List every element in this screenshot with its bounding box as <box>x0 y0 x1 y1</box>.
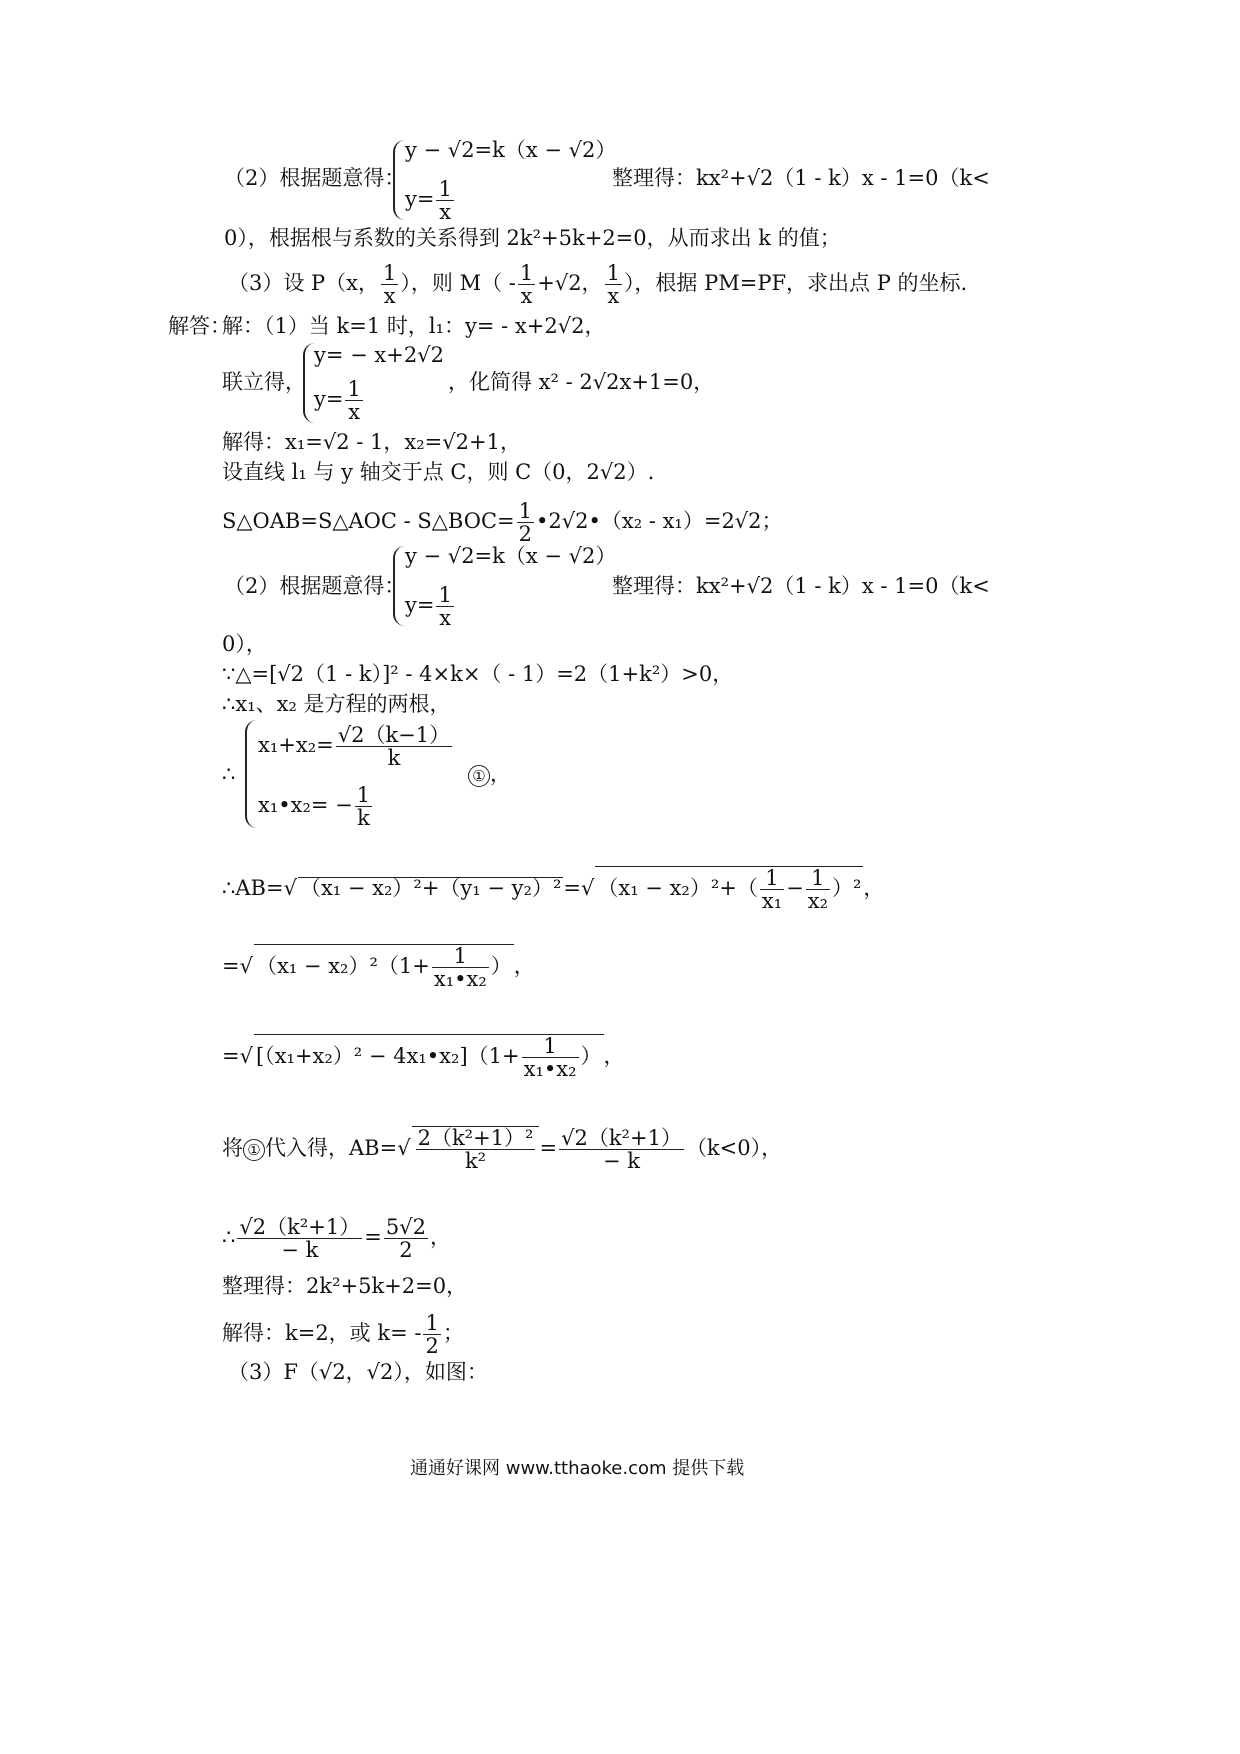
hint-p3: （3）设 P（x， $\frac{1}{x}$ ），则 M（ - $\frac{1}{x}$ +√2， $\frac{1}{x}$ ），根据 PM=PF，求出点 P 的坐标. <box>228 261 968 309</box>
answer-p2-sys2: y= $\frac{1}{x}$ <box>405 583 452 631</box>
hint-p2-prefix: （2）根据题意得： <box>224 166 406 190</box>
answer-l1: 解：（1）当 k=1 时，l₁：y= - x+2√2， <box>222 314 606 338</box>
answer-l4: 设直线 l₁ 与 y 轴交于点 C，则 C（0，2√2）. <box>222 460 655 484</box>
system-brace <box>393 546 405 626</box>
ab-substitution: 将 ① 代入得，AB=√ $\frac{\text{2（k²+1）²}}{\text{k²}}$ = $\frac{\text{√2（k²+1）}}{- k}$ （k<0）， <box>222 1126 783 1174</box>
vieta-product: x₁•x₂= − $\frac{1}{k}$ <box>258 783 371 831</box>
answer-label: 解答： <box>168 314 231 338</box>
circled-one: ① ， <box>468 764 511 787</box>
ab-line-1: ∴AB=√ （x₁ − x₂）²+（y₁ − y₂）²=√ （x₁ − x₂）²+（ $\frac{1}{\text{x₁}}$ − $\frac{1}{\text{x₂}}$ ）²， <box>222 866 885 914</box>
hint-eq-line1: y − √2=k（x − √2） <box>405 138 617 162</box>
answer-p2-cont: 0）， <box>222 632 267 656</box>
answer-l5: S△OAB=S△AOC - S△BOC= $\frac{1}{2}$ •2√2•（x₂ - x₁）=2√2； <box>222 499 783 547</box>
answer-tidy2: 整理得：2k²+5k+2=0， <box>222 1274 468 1298</box>
answer-l2-tail: ，化简得 x² - 2√2x+1=0， <box>448 370 715 394</box>
answer-l2-sys1: y= − x+2√2 <box>314 343 444 367</box>
answer-therefore: ∴ <box>222 762 236 786</box>
hint-p2-cont: 0），根据根与系数的关系得到 2k²+5k+2=0，从而求出 k 的值； <box>224 226 841 250</box>
answer-delta: ∵△=[√2（1 - k）]² - 4×k×（ - 1）=2（1+k²）>0， <box>222 662 734 686</box>
answer-l2-prefix: 联立得， <box>222 370 306 394</box>
answer-solution: 解得：k=2，或 k= - $\frac{1}{2}$ ； <box>222 1311 464 1359</box>
answer-p2-sys1: y − √2=k（x − √2） <box>405 544 617 568</box>
answer-p2-prefix: （2）根据题意得： <box>224 574 406 598</box>
footer-credit: 通通好课网 www.tthaoke.com 提供下载 <box>410 1458 745 1479</box>
answer-l3: 解得：x₁=√2 - 1，x₂=√2+1， <box>222 430 521 454</box>
hint-eq-line2: y= $\frac{1}{x}$ <box>405 177 452 225</box>
ab-equation: ∴ $\frac{\text{√2（k²+1）}}{- k}$ = $\frac{5√2}{2}$ ， <box>222 1215 451 1263</box>
answer-p2-tidy: 整理得：kx²+√2（1 - k）x - 1=0（k< <box>612 574 990 598</box>
vieta-sum: x₁+x₂= $\frac{√2(k-1)}{k}$ <box>258 723 451 771</box>
system-brace <box>393 140 405 220</box>
system-brace <box>245 720 257 828</box>
ab-line-3: =√ [（x₁+x₂）² − 4x₁•x₂]（1+ $\frac{1}{\text{x₁•x₂}}$ ）， <box>222 1034 625 1082</box>
ab-line-2: =√ （x₁ − x₂）²（1+ $\frac{1}{\text{x₁•x₂}}$ ）， <box>222 944 535 992</box>
answer-p3: （3）F（√2，√2），如图： <box>228 1360 488 1384</box>
answer-l2-sys2: y= $\frac{1}{x}$ <box>314 377 361 425</box>
hint-p2-tidy: 整理得：kx²+√2（1 - k）x - 1=0（k< <box>612 166 990 190</box>
answer-roots: ∴x₁、x₂ 是方程的两根， <box>222 692 451 716</box>
